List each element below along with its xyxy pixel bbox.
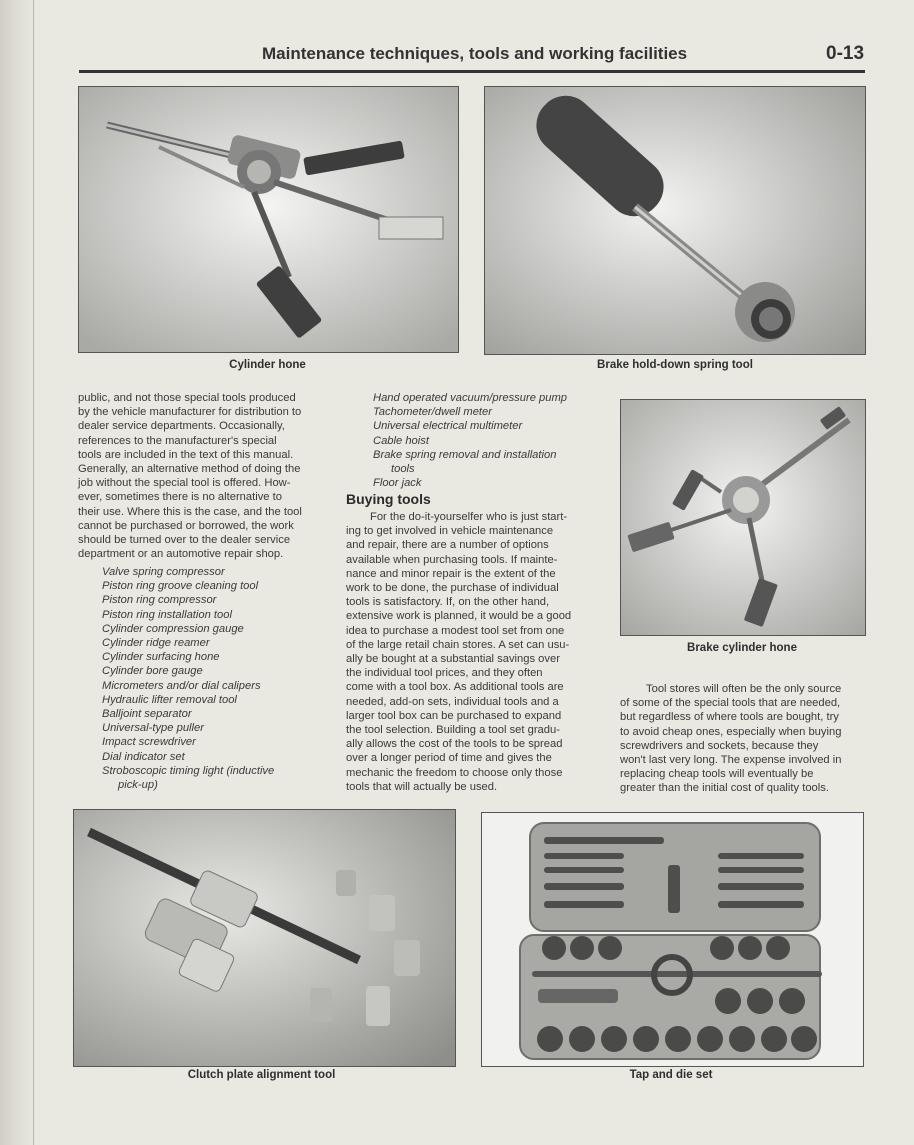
text-line: come with a tool box. As additional tools are <box>346 681 564 694</box>
clutch-alignment-tool-photo <box>73 809 456 1067</box>
text-line: dealer service departments. Occasionally, <box>78 420 285 433</box>
text-line: Tool stores will often be the only source <box>646 683 842 695</box>
text-line: tools are included in the text of this manual. <box>78 448 294 461</box>
text-line: ally be bought at a substantial savings over <box>346 653 560 666</box>
buying-tools-paragraph <box>346 510 594 794</box>
list-item: tools <box>391 463 415 476</box>
tap-and-die-set-photo <box>481 812 864 1067</box>
page-number: 0-13 <box>826 43 865 64</box>
text-line: replacing cheap tools will eventually be <box>620 768 814 781</box>
text-line: of the large retail chain stores. A set can usu- <box>346 638 570 651</box>
text-line: larger tool box can be purchased to expand <box>346 709 562 722</box>
page-binding-shadow <box>0 0 36 1145</box>
text-line: Generally, an alternative method of doing the <box>78 463 301 476</box>
caption-tap-die: Tap and die set <box>629 1069 713 1081</box>
binding-edge <box>33 0 34 1145</box>
list-item: Stroboscopic timing light (inductive <box>102 764 275 777</box>
caption-cylinder-hone: Cylinder hone <box>229 359 306 371</box>
list-item: Cylinder surfacing hone <box>102 651 220 664</box>
list-item: Piston ring installation tool <box>102 608 232 621</box>
list-item: Micrometers and/or dial calipers <box>102 679 261 692</box>
text-line: of some of the special tools that are needed, <box>620 697 841 710</box>
special-tools-list <box>102 565 322 792</box>
text-line: the individual tool prices, and they often <box>346 667 543 680</box>
text-line: public, and not those special tools produced <box>78 392 296 404</box>
text-line: work to be done, the purchase of individual <box>346 582 559 595</box>
list-item: Cylinder ridge reamer <box>102 637 210 650</box>
left-column-paragraph <box>78 391 319 561</box>
text-line: screwdrivers and sockets, because they <box>620 739 819 752</box>
running-header-title: Maintenance techniques, tools and working facilities <box>262 44 688 63</box>
text-line: by the vehicle manufacturer for distribution to <box>78 406 302 419</box>
list-item: Hydraulic lifter removal tool <box>102 693 237 706</box>
list-item: Valve spring compressor <box>102 566 225 578</box>
text-line: nance and minor repair is the extent of the <box>346 567 556 580</box>
list-item: Brake spring removal and installation <box>373 448 557 461</box>
list-item: Universal electrical multimeter <box>373 420 523 433</box>
text-line: the tool selection. Building a tool set gradu- <box>346 724 560 737</box>
text-line: should be turned over to the dealer service <box>78 534 291 547</box>
list-item: Cable hoist <box>373 434 429 447</box>
text-line: their use. Where this is the case, and the tool <box>78 505 302 518</box>
list-item: Cylinder compression gauge <box>102 622 244 635</box>
text-line: cannot be purchased or borrowed, the work <box>78 519 294 532</box>
text-line: available when purchasing tools. If mainte- <box>346 553 558 566</box>
section-heading-buying-tools: Buying tools <box>346 491 431 507</box>
text-line: department or an automotive repair shop. <box>78 548 284 561</box>
text-line: ever, sometimes there is no alternative to <box>78 491 282 504</box>
text-line: tools is satisfactory. If, on the other hand, <box>346 596 550 609</box>
list-item: Balljoint separator <box>102 708 192 721</box>
list-item: Impact screwdriver <box>102 736 196 749</box>
list-item: Tachometer/dwell meter <box>373 406 492 419</box>
list-item: Hand operated vacuum/pressure pump <box>373 392 568 404</box>
text-line: needed, add-on sets, individual tools and a <box>346 695 559 708</box>
more-tools-list <box>373 391 598 490</box>
text-line: mechanic the freedom to choose only those <box>346 766 563 779</box>
list-item: Floor jack <box>373 477 422 490</box>
header-rule <box>79 70 865 73</box>
text-line: ally allows the cost of the tools to be spread <box>346 738 563 751</box>
text-line: job without the special tool is offered. How- <box>78 477 291 490</box>
text-line: extensive work is planned, it would be a good <box>346 610 572 623</box>
text-line: won't last very long. The expense involved in <box>620 754 842 767</box>
caption-brake-cylinder-hone: Brake cylinder hone <box>687 642 797 654</box>
text-line: and repair, there are a number of options <box>346 539 549 552</box>
list-item: Dial indicator set <box>102 750 185 763</box>
text-line: references to the manufacturer's special <box>78 434 277 447</box>
list-item: Cylinder bore gauge <box>102 665 203 678</box>
brake-hold-down-tool-photo <box>484 86 866 355</box>
caption-clutch-alignment: Clutch plate alignment tool <box>187 1069 336 1081</box>
text-line: tools that will actually be used. <box>346 780 498 793</box>
text-line: idea to purchase a modest tool set from one <box>346 624 565 637</box>
list-item: pick-up) <box>118 779 158 792</box>
caption-brake-hold-down: Brake hold-down spring tool <box>597 359 753 371</box>
list-item: Piston ring groove cleaning tool <box>102 580 259 593</box>
list-item: Universal-type puller <box>102 722 204 735</box>
cylinder-hone-photo <box>78 86 459 353</box>
quality-tools-paragraph <box>620 682 864 796</box>
text-line: For the do-it-yourselfer who is just start- <box>370 511 568 523</box>
text-line: to avoid cheap ones, especially when buying <box>620 725 842 738</box>
brake-cylinder-hone-photo <box>620 399 866 636</box>
text-line: greater than the initial cost of quality tools. <box>620 782 829 795</box>
text-line: ing to get involved in vehicle maintenance <box>346 525 554 538</box>
text-line: but regardless of where tools are bought, try <box>620 711 839 724</box>
list-item: Piston ring compressor <box>102 594 217 607</box>
text-line: over a longer period of time and gives the <box>346 752 552 765</box>
